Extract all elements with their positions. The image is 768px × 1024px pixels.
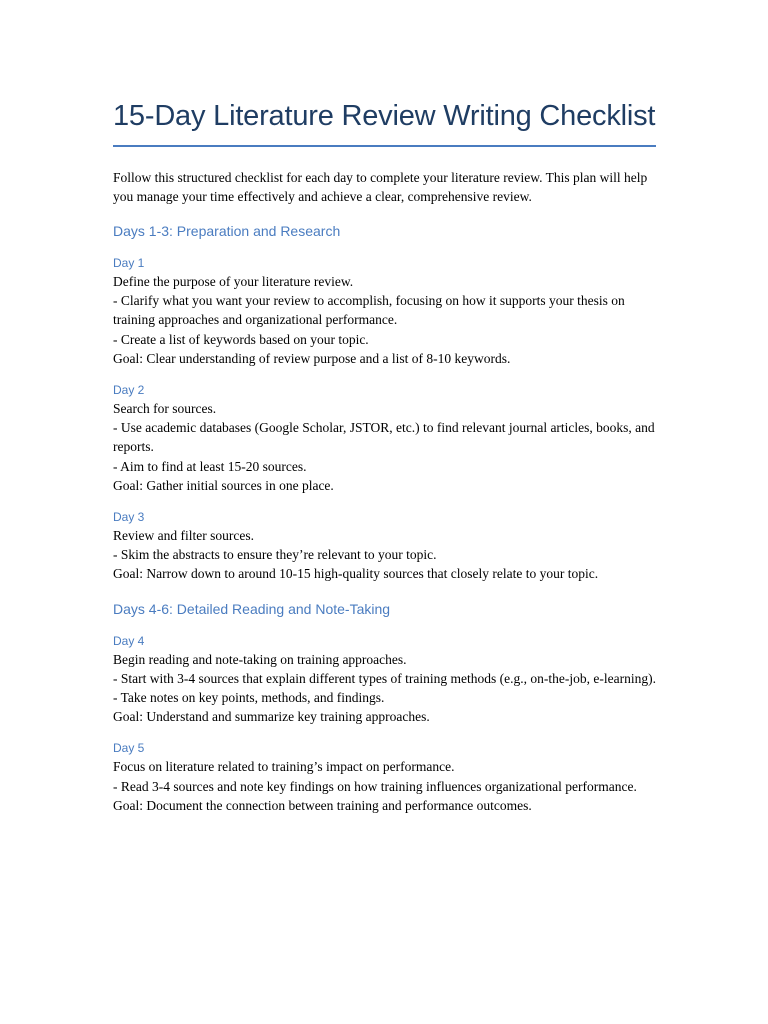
section-days-1-3 [113,221,656,584]
title-underline [113,145,656,147]
day-block-1 [113,255,656,368]
section-days-4-6 [113,599,656,815]
day-line: - Start with 3-4 sources that explain different types of training methods (e.g., on-the-job, e-learning). [113,670,656,686]
day-heading: Day 2 [113,383,145,398]
day-line: Define the purpose of your literature review. [113,274,354,289]
day-line: Focus on literature related to training’s impact on performance. [113,759,455,775]
day-line: Review and filter sources. [113,528,254,544]
day-line: - Use academic databases (Google Scholar, JSTOR, etc.) to find relevant journal articles, books, and reports. [113,420,655,455]
day-heading: Day 4 [113,633,145,648]
section-heading: Days 1-3: Preparation and Research [113,223,341,239]
day-block-5 [113,740,656,815]
day-heading: Day 1 [113,256,145,270]
section-heading: Days 4-6: Detailed Reading and Note-Taking [113,600,391,617]
day-line: - Aim to find at least 15-20 sources. [113,458,307,474]
day-line: - Clarify what you want your review to accomplish, focusing on how it supports your thesis on training approaches and organizational performance. [113,293,625,328]
day-heading: Day 5 [113,741,145,756]
day-line: Goal: Document the connection between training and performance outcomes. [113,797,532,813]
day-line: Goal: Understand and summarize key training approaches. [113,709,430,725]
day-line: Goal: Narrow down to around 10-15 high-quality sources that closely relate to your topic. [113,566,599,582]
day-heading: Day 3 [113,510,145,525]
day-line: - Take notes on key points, methods, and findings. [113,690,385,706]
day-block-3 [113,509,656,584]
day-line: - Skim the abstracts to ensure they’re relevant to your topic. [113,547,437,563]
day-line: - Read 3-4 sources and note key findings on how training influences organizational performance. [113,778,637,794]
day-line: Goal: Gather initial sources in one place. [113,477,334,493]
document-page [113,96,656,815]
day-block-2 [113,382,656,495]
day-line: Search for sources. [113,401,217,417]
day-line: Goal: Clear understanding of review purpose and a list of 8-10 keywords. [113,350,511,366]
day-line: Begin reading and note-taking on training approaches. [113,651,407,667]
intro-paragraph: Follow this structured checklist for each day to complete your literature review. This plan will help you manage your time effectively and achieve a clear, comprehensive review. [113,170,648,204]
day-line: - Create a list of keywords based on your topic. [113,331,369,347]
day-block-4 [113,633,656,727]
document-title: 15-Day Literature Review Writing Checklist [113,100,656,132]
